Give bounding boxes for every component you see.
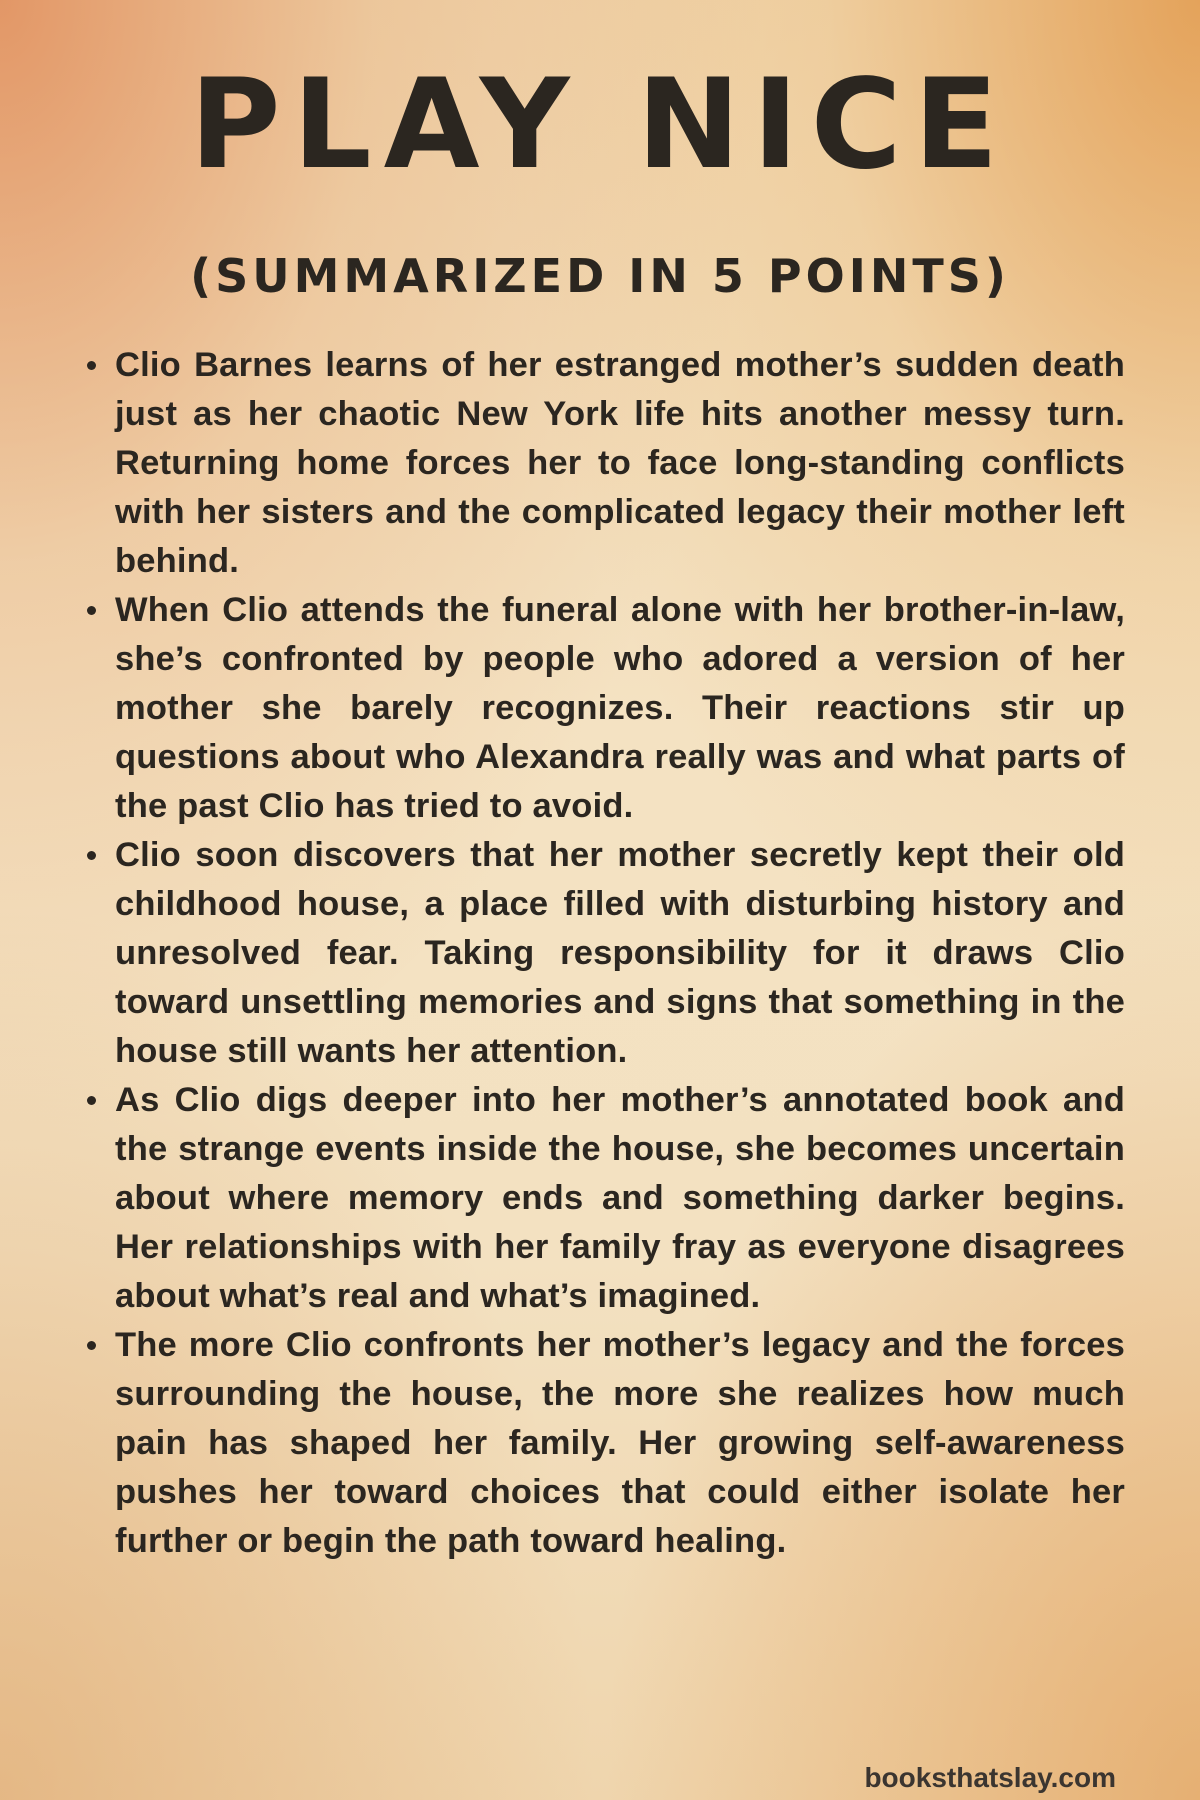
site-credit: booksthatslay.com — [864, 1762, 1116, 1793]
page-title: PLAY NICE — [189, 53, 1011, 197]
bullet-icon — [87, 361, 96, 370]
summary-point — [115, 586, 1125, 831]
bullet-icon — [87, 1341, 96, 1350]
summary-point — [115, 831, 1125, 1076]
bullet-icon — [87, 606, 96, 615]
bullet-icon — [87, 1096, 96, 1105]
summary-point — [115, 341, 1125, 586]
summary-point — [115, 1076, 1125, 1321]
summary-point-text: The more Clio confronts her mother’s legacy and the forces surrounding the house, the more she realizes how much pain has shaped her family. Her growing self-awareness pushes her toward choices that could either isolate her further or begin the path toward healing. — [115, 1326, 1125, 1560]
summary-point-text: As Clio digs deeper into her mother’s annotated book and the strange events inside the house, she becomes uncertain about where memory ends and something darker begins. Her relationships with her family fray as everyone disagrees about what’s real and what’s imagined. — [115, 1081, 1125, 1315]
summary-point-text: Clio soon discovers that her mother secretly kept their old childhood house, a place filled with disturbing history and unresolved fear. Taking responsibility for it draws Clio toward unsettling memories and signs that something in the house still wants her attention. — [115, 836, 1125, 1070]
summary-points-list — [115, 341, 1125, 1566]
summary-point-text: When Clio attends the funeral alone with her brother-in-law, she’s confronted by people who adored a version of her mother she barely recognizes. Their reactions stir up questions about who Alexandra really was and what parts of the past Clio has tried to avoid. — [115, 591, 1125, 825]
summary-point-text: Clio Barnes learns of her estranged mother’s sudden death just as her chaotic New York life hits another messy turn. Returning home forces her to face long-standing conflicts with her sisters and the complicated legacy their mother left behind. — [115, 346, 1125, 580]
bullet-icon — [87, 851, 96, 860]
page-subtitle: (SUMMARIZED IN 5 POINTS) — [190, 249, 1010, 303]
summary-point — [115, 1321, 1125, 1566]
